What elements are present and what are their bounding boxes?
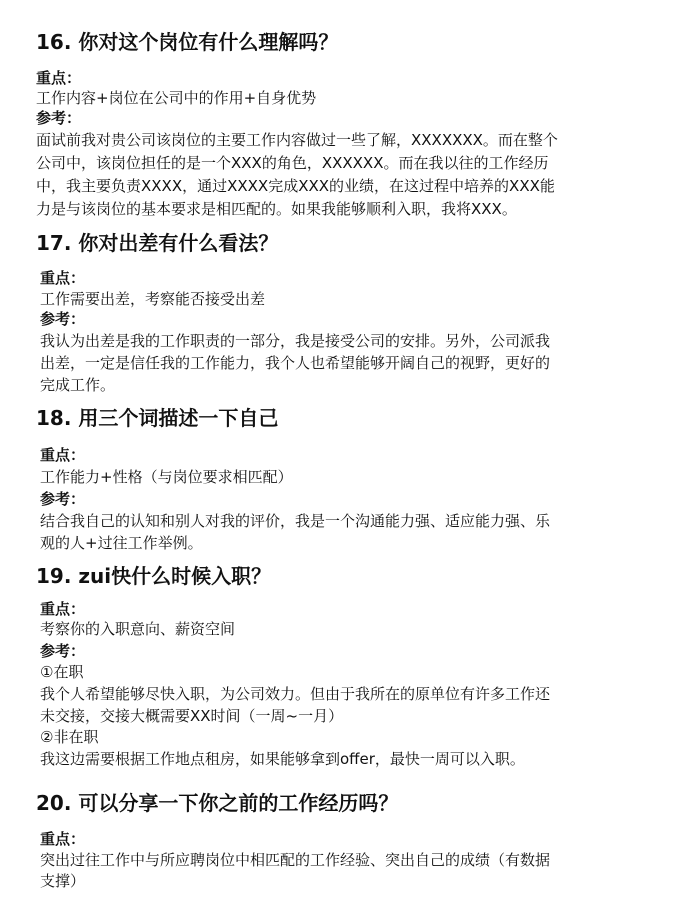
key-label: 重点： <box>40 600 86 618</box>
reference-text: 未交接，交接大概需要XX时间（一周~一月） <box>40 707 344 725</box>
key-label: 重点： <box>40 269 86 287</box>
key-label: 重点： <box>36 69 82 87</box>
key-text: 支撑） <box>40 872 86 890</box>
reference-text: 完成工作。 <box>40 376 116 394</box>
question-title: 19. zui快什么时候入职？ <box>36 564 272 588</box>
reference-text: 出差，一定是信任我的工作能力，我个人也希望能够开阔自己的视野，更好的 <box>40 354 551 372</box>
key-text: 考察你的入职意向、薪资空间 <box>40 620 236 638</box>
reference-text: ①在职 <box>40 663 84 681</box>
reference-text: 力是与该岗位的基本要求是相匹配的。如果我能够顺利入职，我将XXX。 <box>36 200 517 218</box>
question-title: 16. 你对这个岗位有什么理解吗？ <box>36 30 339 54</box>
reference-label: 参考： <box>40 642 86 660</box>
question-title: 18. 用三个词描述一下自己 <box>36 406 279 430</box>
key-label: 重点： <box>40 830 86 848</box>
reference-text: 公司中，该岗位担任的是一个XXX的角色，XXXXXX。而在我以往的工作经历 <box>36 154 549 172</box>
question-title: 17. 你对出差有什么看法？ <box>36 231 279 255</box>
reference-label: 参考： <box>40 310 86 328</box>
reference-text: 我认为出差是我的工作职责的一部分，我是接受公司的安排。另外，公司派我 <box>40 332 551 350</box>
key-text: 工作内容+岗位在公司中的作用+自身优势 <box>36 89 317 107</box>
reference-label: 参考： <box>40 490 86 508</box>
reference-text: 我个人希望能够尽快入职，为公司效力。但由于我所在的原单位有许多工作还 <box>40 685 551 703</box>
question-title: 20. 可以分享一下你之前的工作经历吗？ <box>36 791 399 815</box>
reference-label: 参考： <box>36 109 82 127</box>
key-text: 工作需要出差，考察能否接受出差 <box>40 290 266 308</box>
reference-text: 我这边需要根据工作地点租房，如果能够拿到offer，最快一周可以入职。 <box>40 750 525 768</box>
reference-text: ②非在职 <box>40 728 99 746</box>
reference-text: 中，我主要负责XXXX，通过XXXX完成XXX的业绩，在这过程中培养的XXX能 <box>36 177 555 195</box>
reference-text: 结合我自己的认知和别人对我的评价，我是一个沟通能力强、适应能力强、乐 <box>40 512 551 530</box>
reference-text: 观的人+过往工作举例。 <box>40 534 203 552</box>
reference-text: 面试前我对贵公司该岗位的主要工作内容做过一些了解，XXXXXXX。而在整个 <box>36 131 558 149</box>
key-text: 突出过往工作中与所应聘岗位中相匹配的工作经验、突出自己的成绩（有数据 <box>40 851 551 869</box>
key-text: 工作能力+性格（与岗位要求相匹配） <box>40 468 293 486</box>
key-label: 重点： <box>40 446 86 464</box>
